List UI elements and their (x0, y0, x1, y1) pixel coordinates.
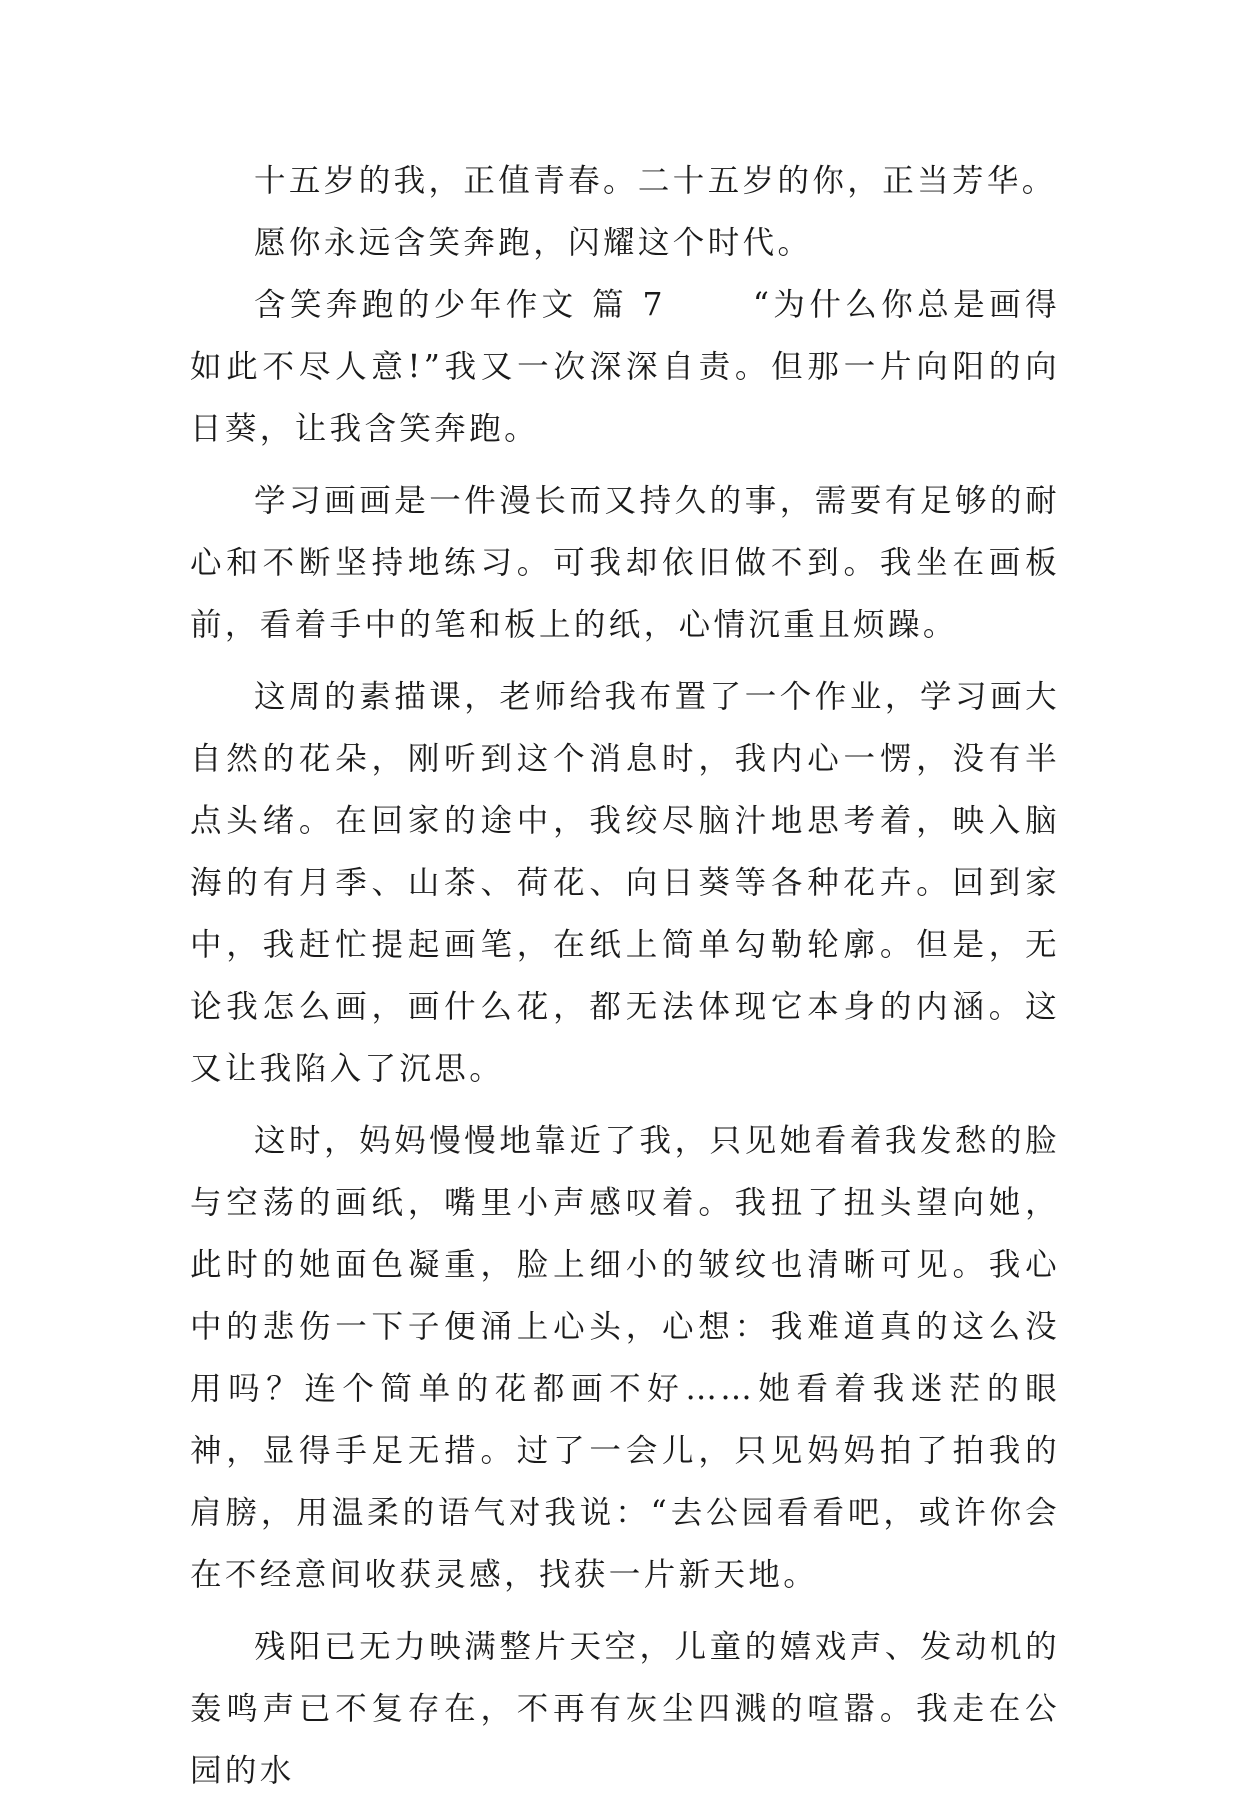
essay-body (190, 150, 1060, 1802)
paragraph: 十五岁的我，正值青春。二十五岁的你，正当芳华。 (254, 163, 1057, 199)
section-title: 含笑奔跑的少年作文 (254, 287, 578, 323)
paragraph: 这时，妈妈慢慢地靠近了我，只见她看着我发愁的脸与空荡的画纸，嘴里小声感叹着。我扭了扭头望向她，此时的她面色凝重，脸上细小的皱纹也清晰可见。我心中的悲伤一下子便涌上心头，心想：我难道真的这么没用吗？连个简单的花都画不好……她看着我迷茫的眼神，显得手足无措。过了一会儿，只见妈妈拍了拍我的肩膀，用温柔的语气对我说：“去公园看看吧，或许你会在不经意间收获灵感，找获一片新天地。 (190, 1123, 1060, 1593)
paragraph: 这周的素描课，老师给我布置了一个作业，学习画大自然的花朵，刚听到这个消息时，我内心一愣，没有半点头绪。在回家的途中，我绞尽脑汁地思考着，映入脑海的有月季、山茶、荷花、向日葵等各种花卉。回到家中，我赶忙提起画笔，在纸上简单勾勒轮廓。但是，无论我怎么画，画什么花，都无法体现它本身的内涵。这又让我陷入了沉思。 (190, 679, 1060, 1087)
paragraph: 愿你永远含笑奔跑，闪耀这个时代。 (254, 225, 813, 261)
paragraph: 残阳已无力映满整片天空，儿童的嬉戏声、发动机的轰鸣声已不复存在，不再有灰尘四溅的喧嚣。我走在公园的水 (190, 1629, 1060, 1789)
section-first-paragraph: “为什么你总是画得如此不尽人意!”我又一次深深自责。但那一片向阳的向日葵，让我含笑奔跑。 (190, 287, 1060, 447)
paragraph: 学习画画是一件漫长而又持久的事，需要有足够的耐心和不断坚持地练习。可我却依旧做不到。我坐在画板前，看着手中的笔和板上的纸，心情沉重且烦躁。 (190, 483, 1060, 643)
section-number: 篇 7 (592, 287, 666, 323)
section-heading-paragraph (190, 274, 1060, 460)
